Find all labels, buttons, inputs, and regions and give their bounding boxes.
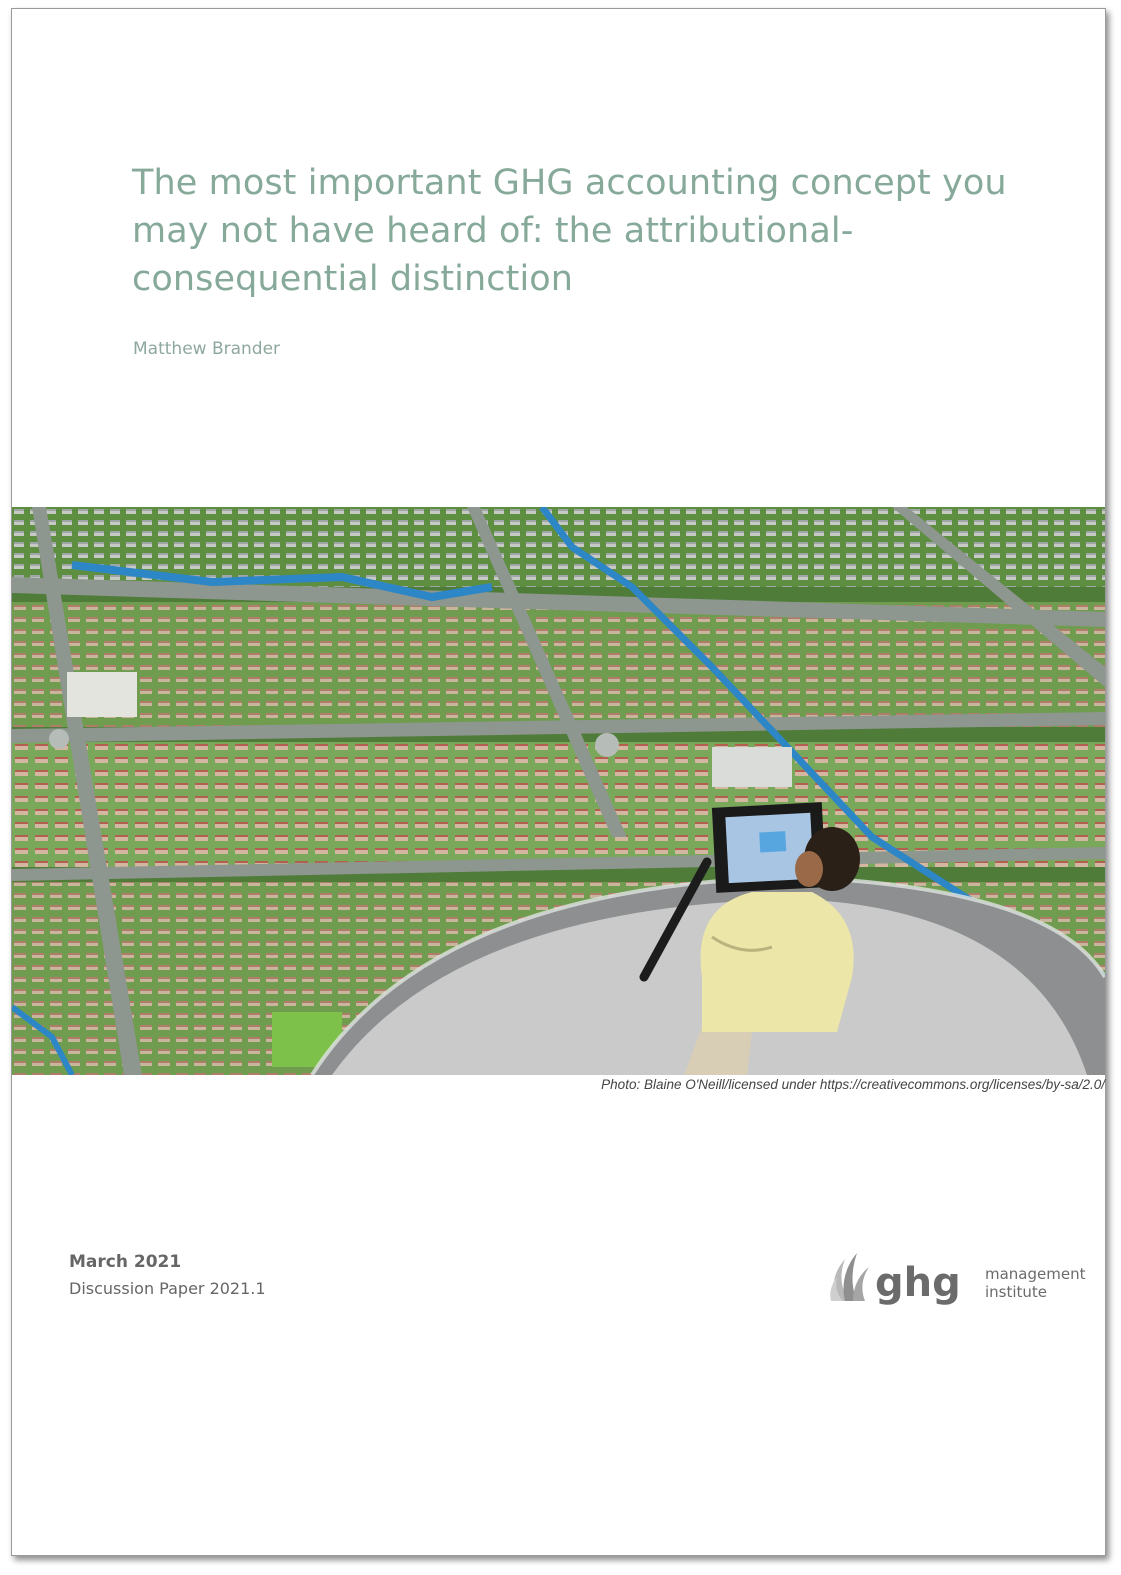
logo-brand: ghg xyxy=(875,1260,961,1306)
document-title: The most important GHG accounting concept you may not have heard of: the attributional-consequential distinction xyxy=(132,163,1007,299)
author-name: Matthew Brander xyxy=(133,339,281,359)
publication-date: March 2021 xyxy=(69,1252,182,1272)
ghg-logo xyxy=(827,1247,1087,1309)
cover-photo xyxy=(12,507,1105,1075)
logo-line-2: institute xyxy=(985,1283,1048,1301)
document-page xyxy=(11,8,1106,1556)
logo-line-1: management xyxy=(985,1265,1086,1283)
paper-series: Discussion Paper 2021.1 xyxy=(69,1279,266,1298)
photo-credit: Photo: Blaine O'Neill/licensed under https://creativecommons.org/licenses/by-sa/2.0/ xyxy=(601,1077,1105,1092)
leaf-icon xyxy=(830,1253,869,1301)
